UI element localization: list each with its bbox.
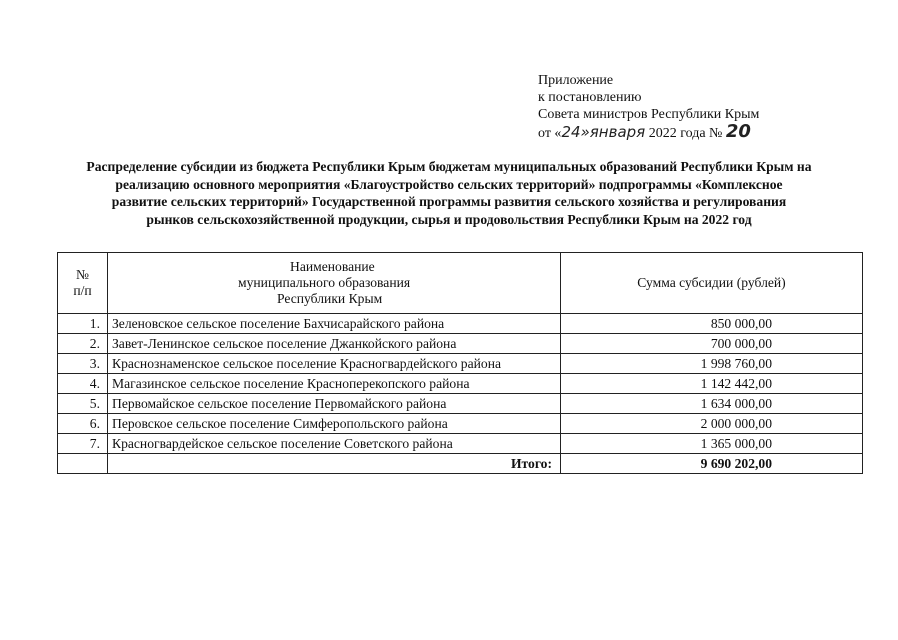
row-sum: 1 365 000,00 xyxy=(561,434,863,454)
row-sum: 1 142 442,00 xyxy=(561,374,863,394)
table-row xyxy=(58,434,863,454)
row-name: Красногвардейское сельское поселение Советского района xyxy=(108,434,561,454)
header-name-line-2: муниципального образования xyxy=(238,275,411,290)
table-total-row xyxy=(58,454,863,474)
row-sum: 2 000 000,00 xyxy=(561,414,863,434)
row-name: Магазинское сельское поселение Красноперекопского района xyxy=(108,374,561,394)
date-suffix: 2022 года № xyxy=(645,126,726,141)
appendix-line-2: к постановлению xyxy=(538,90,642,105)
table-row xyxy=(58,374,863,394)
row-num: 3. xyxy=(58,354,108,374)
handwritten-number: 20 xyxy=(725,121,751,142)
row-name: Перовское сельское поселение Симферопольского района xyxy=(108,414,561,434)
header-num-line-1: № xyxy=(76,267,89,282)
table-row xyxy=(58,414,863,434)
row-name: Зеленовское сельское поселение Бахчисарайского района xyxy=(108,314,561,334)
row-sum: 1 998 760,00 xyxy=(561,354,863,374)
appendix-date-line xyxy=(538,123,759,142)
row-num: 5. xyxy=(58,394,108,414)
header-name-line-3: Республики Крым xyxy=(277,291,383,306)
header-name xyxy=(108,253,561,314)
row-sum: 1 634 000,00 xyxy=(561,394,863,414)
appendix-line-1: Приложение xyxy=(538,73,614,88)
table-row xyxy=(58,354,863,374)
row-name: Первомайское сельское поселение Первомайского района xyxy=(108,394,561,414)
title-line-1: Распределение субсидии из бюджета Республики Крым бюджетам муниципальных образований Республики Крым на xyxy=(86,159,812,174)
row-num: 1. xyxy=(58,314,108,334)
header-name-line-1: Наименование xyxy=(290,259,375,274)
title-line-4: рынков сельскохозяйственной продукции, сырья и продовольствия Республики Крым на 2022 год xyxy=(146,211,752,227)
header-num xyxy=(58,253,108,314)
total-label: Итого: xyxy=(108,454,561,474)
table-row xyxy=(58,394,863,414)
row-name: Краснознаменское сельское поселение Красногвардейского района xyxy=(108,354,561,374)
total-sum: 9 690 202,00 xyxy=(561,454,863,474)
total-num-empty xyxy=(58,454,108,474)
row-num: 4. xyxy=(58,374,108,394)
appendix-line-3: Совета министров Республики Крым xyxy=(538,107,760,122)
table-row xyxy=(58,334,863,354)
table-header-row xyxy=(58,253,863,314)
row-sum: 700 000,00 xyxy=(561,334,863,354)
header-num-line-2: п/п xyxy=(73,283,92,298)
row-name: Завет-Ленинское сельское поселение Джанкойского района xyxy=(108,334,561,354)
handwritten-date: 24»января xyxy=(561,123,646,141)
date-prefix: от « xyxy=(538,126,562,141)
title-line-3: развитие сельских территорий» Государственной программы развития сельского хозяйства и регулирования xyxy=(111,194,787,209)
row-num: 6. xyxy=(58,414,108,434)
title-line-2: реализацию основного мероприятия «Благоустройство сельских территорий» подпрограммы «Комплексное xyxy=(115,176,783,192)
row-sum: 850 000,00 xyxy=(561,314,863,334)
appendix-block xyxy=(538,72,759,142)
subsidy-table xyxy=(57,252,863,474)
document-title xyxy=(40,158,858,228)
header-sum: Сумма субсидии (рублей) xyxy=(561,253,863,314)
row-num: 2. xyxy=(58,334,108,354)
table-row xyxy=(58,314,863,334)
row-num: 7. xyxy=(58,434,108,454)
